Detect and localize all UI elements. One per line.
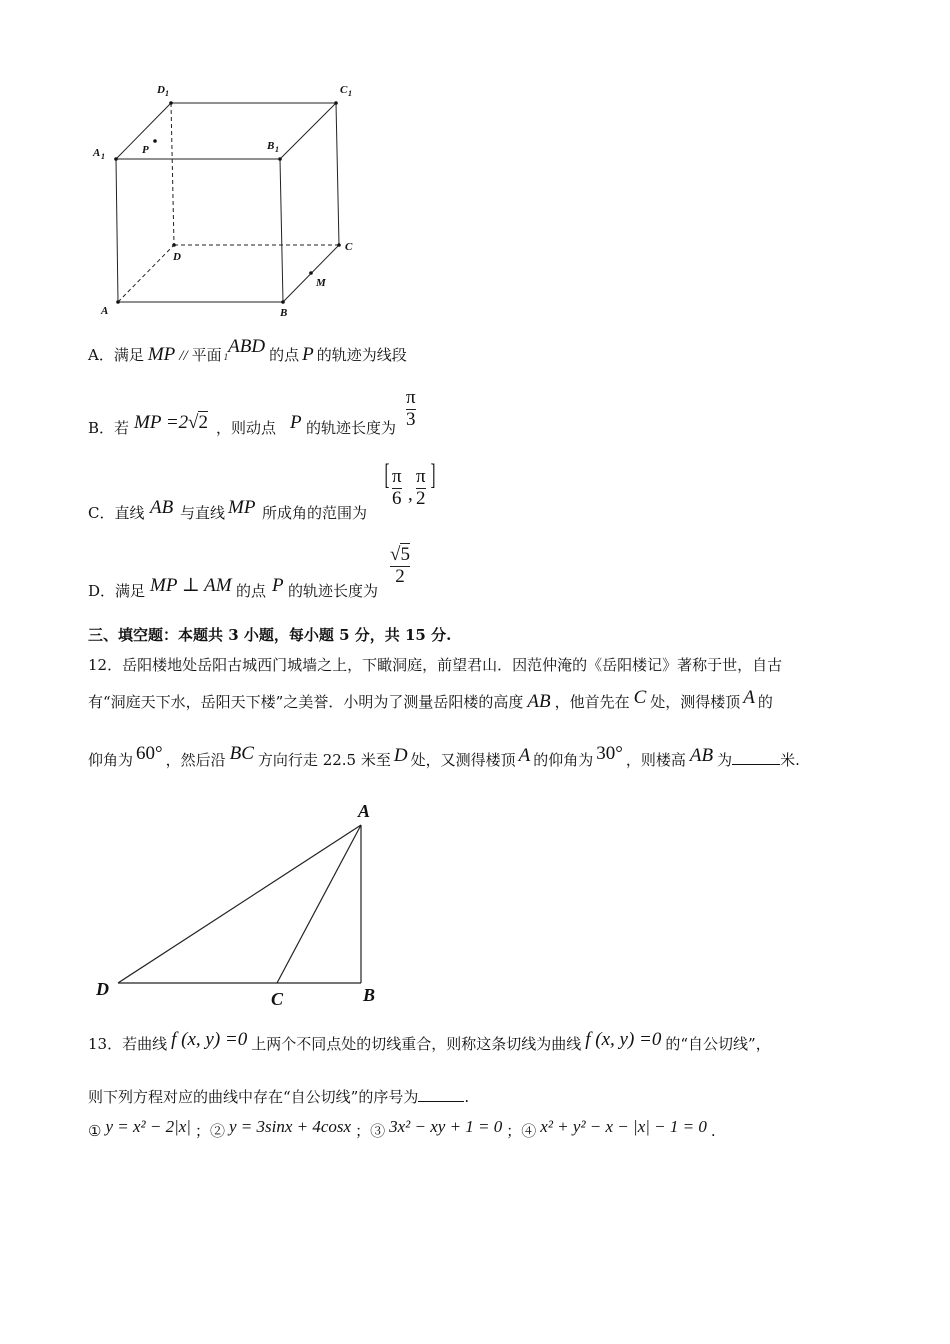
q13-answer-blank[interactable] (418, 1085, 464, 1102)
tri-label-c: C (271, 989, 284, 1009)
svg-text:1: 1 (101, 152, 105, 161)
label-a: A (101, 305, 109, 317)
label-d: D (173, 251, 181, 263)
fraction-sqrt5-2: $\frac{√5}{2}$ (390, 544, 410, 587)
q12-line2: 有“洞庭天下水，岳阳天下楼”之美誉．小明为了测量岳阳楼的高度 AB ，他首先在 C 处，测得楼顶 A 的 (88, 687, 773, 712)
label-b1: B (267, 140, 275, 152)
bracket-left: [ (384, 458, 390, 491)
label-m: M (316, 277, 326, 289)
fraction-pi-6: $\frac{\pi}{6}$ (392, 466, 402, 509)
label-p: P (142, 144, 149, 156)
svg-text:1: 1 (165, 89, 169, 98)
label-c1: C (340, 84, 348, 96)
label-a1: A (93, 147, 101, 159)
label-b: B (280, 307, 288, 319)
q12-line1: 12．岳阳楼地处岳阳古城西门城墙之上，下瞰洞庭，前望君山．因范仲淹的《岳阳楼记》著称于世，自古 (88, 656, 783, 674)
fraction-pi-2: $\frac{\pi}{2}$ (416, 466, 426, 509)
point-m (309, 271, 313, 275)
svg-text:1: 1 (348, 89, 352, 98)
q13-line2: 则下列方程对应的曲线中存在“自公切线”的序号为 . (88, 1085, 469, 1107)
q13-options: ① y = x² − 2|x| ；② y = 3sinx + 4cosx ；③ 3x² − xy + 1 = 0 ；④ x² + y² − x − |x| − 1 = 0 . (88, 1117, 716, 1140)
point-p (153, 139, 157, 143)
triangle-figure (90, 795, 390, 1015)
bracket-right: ] (430, 458, 436, 491)
tri-label-b: B (363, 985, 376, 1005)
option-a: A．满足 MP // 平面 1ABD 的点 P 的轨迹为线段 (88, 336, 407, 365)
tri-label-d: D (96, 979, 109, 999)
q12-line3: 仰角为 60° ，然后沿 BC 方向行走 22.5 米至 D 处，又测得楼顶 A 的仰角为 30° ，则楼高 AB 为 米. (88, 743, 800, 769)
q13-line1: 13．若曲线 f (x, y) =0 上两个不同点处的切线重合，则称这条切线为曲线 f (x, y) =0 的“自公切线”， (88, 1029, 771, 1053)
svg-text:1: 1 (275, 145, 279, 154)
q12-answer-blank[interactable] (732, 748, 780, 765)
tri-label-a: A (358, 801, 371, 821)
label-c: C (345, 241, 353, 253)
section-title: 三、填空题：本题共 3 小题，每小题 5 分，共 15 分. (88, 626, 452, 644)
label-d1: D (157, 84, 165, 96)
fraction-pi-3: $\frac{\pi}{3}$ (406, 387, 416, 430)
cube-figure (90, 75, 370, 325)
